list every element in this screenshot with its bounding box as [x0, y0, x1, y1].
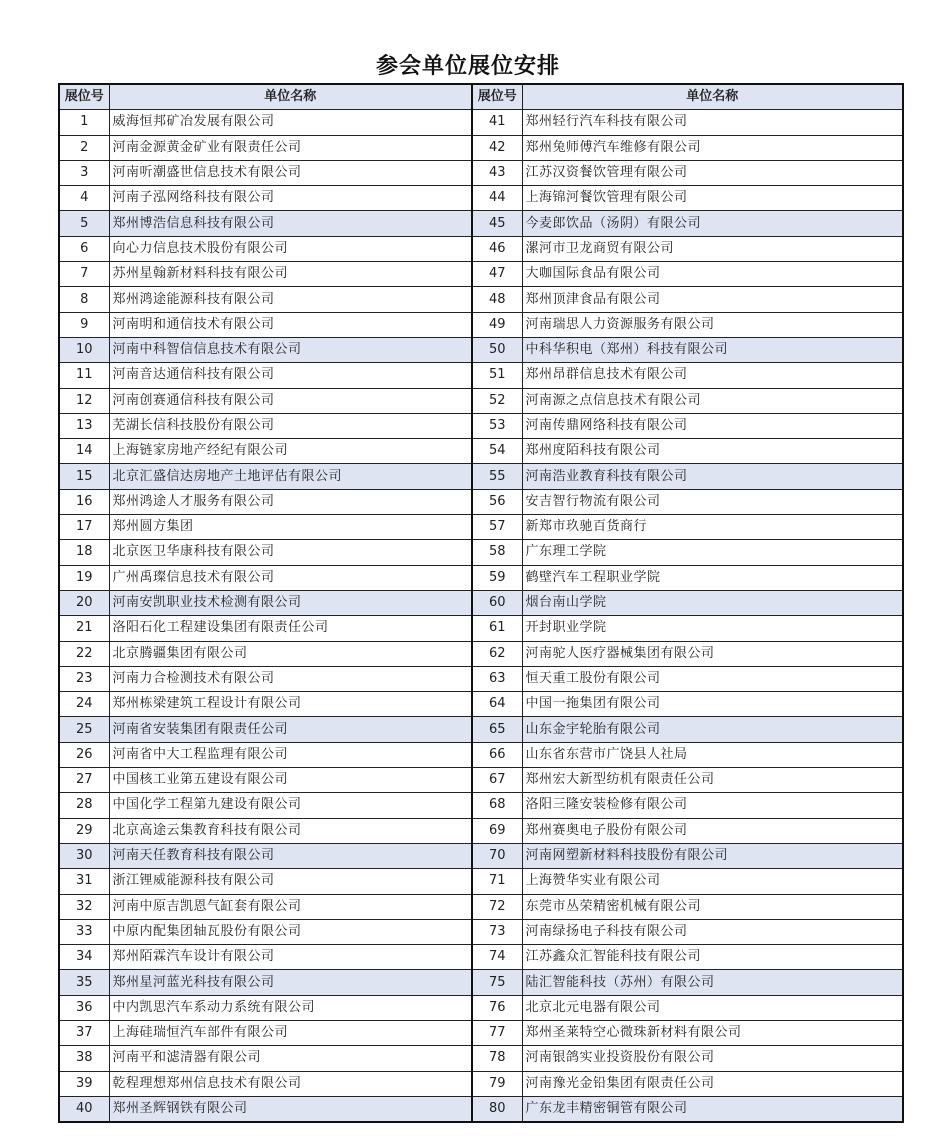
booth-number-right: 76 [472, 995, 522, 1020]
table-row [59, 995, 903, 1020]
table-row [59, 287, 903, 312]
booth-number-left: 1 [59, 110, 109, 135]
company-name-left: 郑州栋梁建筑工程设计有限公司 [109, 692, 472, 717]
table-row [59, 742, 903, 767]
booth-number-left: 6 [59, 236, 109, 261]
company-name-left: 中原内配集团轴瓦股份有限公司 [109, 919, 472, 944]
booth-number-right: 63 [472, 666, 522, 691]
company-name-right: 上海赞华实业有限公司 [522, 869, 903, 894]
table-row [59, 211, 903, 236]
table-row [59, 312, 903, 337]
booth-number-right: 67 [472, 768, 522, 793]
header-booth-right: 展位号 [472, 84, 522, 110]
booth-number-right: 48 [472, 287, 522, 312]
booth-number-right: 55 [472, 464, 522, 489]
booth-number-right: 46 [472, 236, 522, 261]
booth-number-right: 47 [472, 262, 522, 287]
company-name-left: 威海恒邦矿冶发展有限公司 [109, 110, 472, 135]
company-name-left: 洛阳石化工程建设集团有限责任公司 [109, 616, 472, 641]
company-name-right: 恒天重工股份有限公司 [522, 666, 903, 691]
company-name-left: 中国核工业第五建设有限公司 [109, 768, 472, 793]
company-name-left: 郑州星河蓝光科技有限公司 [109, 970, 472, 995]
company-name-left: 乾程理想郑州信息技术有限公司 [109, 1071, 472, 1096]
booth-number-right: 73 [472, 919, 522, 944]
table-row [59, 1046, 903, 1071]
company-name-right: 安吉智行物流有限公司 [522, 489, 903, 514]
booth-number-left: 4 [59, 186, 109, 211]
company-name-left: 河南创赛通信科技有限公司 [109, 388, 472, 413]
company-name-left: 向心力信息技术股份有限公司 [109, 236, 472, 261]
booth-number-left: 29 [59, 818, 109, 843]
booth-number-right: 61 [472, 616, 522, 641]
booth-number-left: 36 [59, 995, 109, 1020]
booth-number-left: 22 [59, 641, 109, 666]
table-row [59, 692, 903, 717]
booth-number-left: 23 [59, 666, 109, 691]
company-name-right: 河南传鼎网络科技有限公司 [522, 413, 903, 438]
table-row [59, 970, 903, 995]
company-name-left: 河南平和滤清器有限公司 [109, 1046, 472, 1071]
table-row [59, 439, 903, 464]
table-row [59, 1096, 903, 1122]
company-name-left: 北京汇盛信达房地产土地评估有限公司 [109, 464, 472, 489]
booth-number-left: 24 [59, 692, 109, 717]
company-name-right: 山东省东营市广饶县人社局 [522, 742, 903, 767]
company-name-right: 郑州度陌科技有限公司 [522, 439, 903, 464]
header-name-right: 单位名称 [522, 84, 903, 110]
booth-number-left: 39 [59, 1071, 109, 1096]
booth-number-left: 25 [59, 717, 109, 742]
company-name-left: 芜湖长信科技股份有限公司 [109, 413, 472, 438]
booth-number-right: 42 [472, 135, 522, 160]
booth-number-left: 37 [59, 1020, 109, 1045]
company-name-left: 上海硅瑞恒汽车部件有限公司 [109, 1020, 472, 1045]
booth-number-left: 40 [59, 1096, 109, 1122]
company-name-left: 河南中原吉凯恩气缸套有限公司 [109, 894, 472, 919]
booth-number-left: 13 [59, 413, 109, 438]
booth-number-right: 52 [472, 388, 522, 413]
booth-number-left: 8 [59, 287, 109, 312]
company-name-right: 大咖国际食品有限公司 [522, 262, 903, 287]
table-row [59, 186, 903, 211]
company-name-right: 河南绿扬电子科技有限公司 [522, 919, 903, 944]
booth-number-left: 31 [59, 869, 109, 894]
company-name-left: 河南省中大工程监理有限公司 [109, 742, 472, 767]
company-name-right: 漯河市卫龙商贸有限公司 [522, 236, 903, 261]
table-row [59, 540, 903, 565]
booth-number-right: 60 [472, 590, 522, 615]
table-row [59, 1020, 903, 1045]
booth-number-left: 34 [59, 945, 109, 970]
booth-number-right: 75 [472, 970, 522, 995]
booth-number-left: 32 [59, 894, 109, 919]
company-name-right: 广东龙丰精密铜管有限公司 [522, 1096, 903, 1122]
table-row [59, 262, 903, 287]
booth-number-right: 44 [472, 186, 522, 211]
page-title: 参会单位展位安排 [375, 54, 560, 79]
booth-number-right: 57 [472, 515, 522, 540]
booth-number-right: 62 [472, 641, 522, 666]
table-row [59, 110, 903, 135]
company-name-right: 中国一拖集团有限公司 [522, 692, 903, 717]
company-name-right: 河南豫光金铅集团有限责任公司 [522, 1071, 903, 1096]
booth-number-left: 12 [59, 388, 109, 413]
table-row [59, 135, 903, 160]
booth-number-left: 11 [59, 363, 109, 388]
company-name-left: 上海链家房地产经纪有限公司 [109, 439, 472, 464]
table-row [59, 160, 903, 185]
booth-number-left: 3 [59, 160, 109, 185]
booth-number-left: 9 [59, 312, 109, 337]
company-name-left: 河南听潮盛世信息技术有限公司 [109, 160, 472, 185]
table-row [59, 236, 903, 261]
company-name-left: 郑州鸿途人才服务有限公司 [109, 489, 472, 514]
booth-number-right: 65 [472, 717, 522, 742]
booth-number-right: 78 [472, 1046, 522, 1071]
booth-number-left: 16 [59, 489, 109, 514]
booth-number-right: 69 [472, 818, 522, 843]
booth-number-right: 58 [472, 540, 522, 565]
company-name-right: 北京北元电器有限公司 [522, 995, 903, 1020]
booth-number-left: 33 [59, 919, 109, 944]
company-name-right: 河南网塑新材料科技股份有限公司 [522, 843, 903, 868]
booth-number-right: 79 [472, 1071, 522, 1096]
company-name-right: 上海锦河餐饮管理有限公司 [522, 186, 903, 211]
company-name-right: 洛阳三隆安装检修有限公司 [522, 793, 903, 818]
booth-number-right: 70 [472, 843, 522, 868]
table-row [59, 565, 903, 590]
table-row [59, 1071, 903, 1096]
table-row [59, 843, 903, 868]
company-name-right: 陆汇智能科技（苏州）有限公司 [522, 970, 903, 995]
booth-number-right: 50 [472, 337, 522, 362]
company-name-left: 河南力合检测技术有限公司 [109, 666, 472, 691]
company-name-right: 郑州圣莱特空心微珠新材料有限公司 [522, 1020, 903, 1045]
company-name-right: 郑州顶津食品有限公司 [522, 287, 903, 312]
booth-number-right: 43 [472, 160, 522, 185]
booth-number-right: 51 [472, 363, 522, 388]
table-row [59, 869, 903, 894]
company-name-right: 江苏鑫众汇智能科技有限公司 [522, 945, 903, 970]
company-name-right: 河南源之点信息技术有限公司 [522, 388, 903, 413]
booth-number-right: 80 [472, 1096, 522, 1122]
company-name-left: 郑州博浩信息科技有限公司 [109, 211, 472, 236]
company-name-left: 河南天任教育科技有限公司 [109, 843, 472, 868]
company-name-left: 中国化学工程第九建设有限公司 [109, 793, 472, 818]
company-name-left: 河南省安装集团有限责任公司 [109, 717, 472, 742]
booth-number-left: 26 [59, 742, 109, 767]
company-name-left: 郑州陌霖汽车设计有限公司 [109, 945, 472, 970]
company-name-right: 烟台南山学院 [522, 590, 903, 615]
table-row [59, 818, 903, 843]
booth-number-right: 54 [472, 439, 522, 464]
booth-number-left: 38 [59, 1046, 109, 1071]
table-body [59, 110, 903, 1122]
header-name-left: 单位名称 [109, 84, 472, 110]
company-name-left: 河南安凯职业技术检测有限公司 [109, 590, 472, 615]
company-name-right: 中科华积电（郑州）科技有限公司 [522, 337, 903, 362]
company-name-left: 苏州星翰新材料科技有限公司 [109, 262, 472, 287]
company-name-right: 新郑市玖驰百货商行 [522, 515, 903, 540]
header-booth-left: 展位号 [59, 84, 109, 110]
company-name-right: 开封职业学院 [522, 616, 903, 641]
booth-number-left: 17 [59, 515, 109, 540]
company-name-right: 郑州赛奥电子股份有限公司 [522, 818, 903, 843]
company-name-left: 河南金源黄金矿业有限责任公司 [109, 135, 472, 160]
company-name-left: 河南明和通信技术有限公司 [109, 312, 472, 337]
booth-number-right: 53 [472, 413, 522, 438]
booth-number-left: 2 [59, 135, 109, 160]
booth-number-right: 59 [472, 565, 522, 590]
booth-number-left: 7 [59, 262, 109, 287]
company-name-right: 河南驼人医疗器械集团有限公司 [522, 641, 903, 666]
booth-number-right: 49 [472, 312, 522, 337]
booth-table [58, 83, 904, 1123]
booth-number-left: 20 [59, 590, 109, 615]
company-name-left: 中内凯思汽车系动力系统有限公司 [109, 995, 472, 1020]
table-row [59, 641, 903, 666]
booth-number-right: 72 [472, 894, 522, 919]
booth-number-left: 18 [59, 540, 109, 565]
table-row [59, 666, 903, 691]
company-name-right: 郑州兔师傅汽车维修有限公司 [522, 135, 903, 160]
company-name-right: 郑州昂群信息技术有限公司 [522, 363, 903, 388]
booth-number-right: 71 [472, 869, 522, 894]
table-row [59, 464, 903, 489]
table-row [59, 515, 903, 540]
booth-number-right: 45 [472, 211, 522, 236]
booth-number-left: 10 [59, 337, 109, 362]
table-row [59, 337, 903, 362]
company-name-left: 郑州鸿途能源科技有限公司 [109, 287, 472, 312]
company-name-right: 东莞市丛荣精密机械有限公司 [522, 894, 903, 919]
company-name-left: 河南中科智信信息技术有限公司 [109, 337, 472, 362]
company-name-right: 山东金宇轮胎有限公司 [522, 717, 903, 742]
booth-number-left: 35 [59, 970, 109, 995]
table-row [59, 894, 903, 919]
company-name-left: 北京医卫华康科技有限公司 [109, 540, 472, 565]
table-row [59, 363, 903, 388]
table-row [59, 590, 903, 615]
company-name-left: 河南音达通信科技有限公司 [109, 363, 472, 388]
table-row [59, 793, 903, 818]
booth-number-right: 68 [472, 793, 522, 818]
table-row [59, 717, 903, 742]
table-row [59, 945, 903, 970]
company-name-right: 郑州轻行汽车科技有限公司 [522, 110, 903, 135]
booth-number-right: 74 [472, 945, 522, 970]
company-name-right: 河南浩业教育科技有限公司 [522, 464, 903, 489]
table-row [59, 489, 903, 514]
booth-number-left: 19 [59, 565, 109, 590]
company-name-right: 郑州宏大新型纺机有限责任公司 [522, 768, 903, 793]
table-row [59, 616, 903, 641]
company-name-right: 鹤壁汽车工程职业学院 [522, 565, 903, 590]
table-header-row [59, 84, 903, 110]
booth-number-left: 27 [59, 768, 109, 793]
table-row [59, 388, 903, 413]
company-name-left: 郑州圆方集团 [109, 515, 472, 540]
company-name-right: 广东理工学院 [522, 540, 903, 565]
booth-number-right: 77 [472, 1020, 522, 1045]
booth-number-left: 28 [59, 793, 109, 818]
company-name-right: 河南瑞思人力资源服务有限公司 [522, 312, 903, 337]
company-name-right: 江苏汉资餐饮管理有限公司 [522, 160, 903, 185]
company-name-left: 北京高途云集教育科技有限公司 [109, 818, 472, 843]
table-row [59, 768, 903, 793]
booth-number-left: 21 [59, 616, 109, 641]
company-name-right: 今麦郎饮品（汤阴）有限公司 [522, 211, 903, 236]
booth-number-right: 41 [472, 110, 522, 135]
booth-number-left: 15 [59, 464, 109, 489]
booth-number-left: 5 [59, 211, 109, 236]
booth-number-right: 56 [472, 489, 522, 514]
company-name-left: 广州禹璨信息技术有限公司 [109, 565, 472, 590]
company-name-left: 河南子泓网络科技有限公司 [109, 186, 472, 211]
table-row [59, 919, 903, 944]
company-name-left: 浙江锂威能源科技有限公司 [109, 869, 472, 894]
company-name-left: 北京腾疆集团有限公司 [109, 641, 472, 666]
company-name-left: 郑州圣辉钢铁有限公司 [109, 1096, 472, 1122]
company-name-right: 河南银鸽实业投资股份有限公司 [522, 1046, 903, 1071]
booth-number-left: 14 [59, 439, 109, 464]
table-row [59, 413, 903, 438]
booth-number-right: 66 [472, 742, 522, 767]
booth-number-left: 30 [59, 843, 109, 868]
booth-number-right: 64 [472, 692, 522, 717]
